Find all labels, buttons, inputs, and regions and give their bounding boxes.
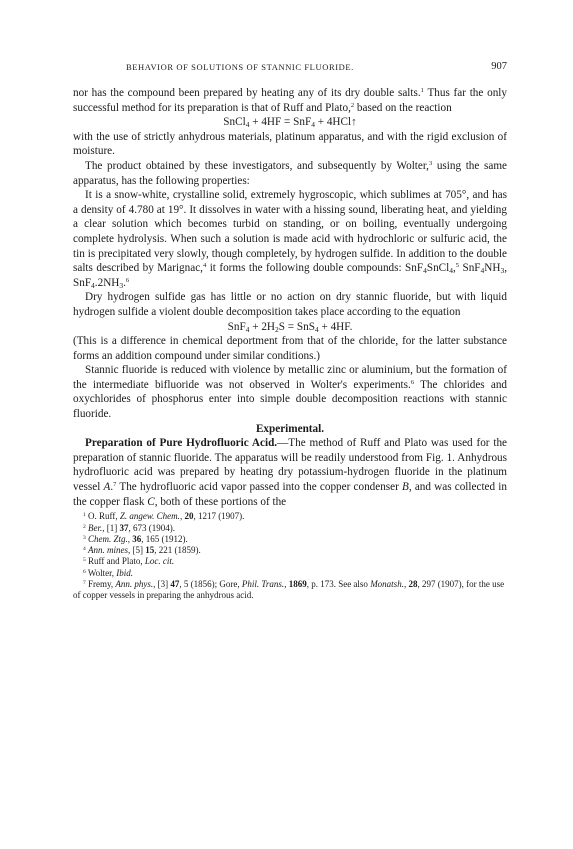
page-header <box>73 62 507 76</box>
footnote-2: $^2$ Ber., [1] 37, 673 (1904). <box>83 522 175 533</box>
paragraph-6: (This is a difference in chemical deportment from that of the chloride, for the latter substance forms an addition compound under similar conditions.) <box>73 335 507 362</box>
footnote-ref-7: 7 <box>113 481 117 489</box>
paragraph-4: It is a snow-white, crystalline solid, extremely hygroscopic, which sublimes at 705°, and has a density of 4.780 at 19°. It dissolves in water with a hissing sound, liberating heat, and yielding a clear solution which becomes turbid on standing, or on boiling, eventually undergoing complete hydrolysis. When such a solution is made acid with hydrochloric or sulfuric acid, the tin is precipitated very slowly, though completely, by hydrogen sulfide. In addition to the double salts described by Marignac,$^4$ it forms the following double compounds: SnF$_4$SnCl$_4$,$^5$ $SnF_4NH_3$, $SnF_4.2NH_3.^6$ <box>73 189 507 290</box>
paragraph-2: with the use of strictly anhydrous materials, platinum apparatus, and with the rigid exclusion of moisture. <box>73 130 507 158</box>
footnote-ref-5: 5 <box>455 262 460 270</box>
section-heading: Experimental. <box>255 422 325 435</box>
run-in-heading: Preparation of Pure Hydrofluoric Acid. <box>85 437 278 450</box>
paragraph-1: nor has the compound been prepared by heating any of its dry double salts.$^1$ Thus far the only successful method for its preparation is that of Ruff and Plato,$^2$ based on the reaction <box>73 87 507 114</box>
footnote-ref-4: 4 <box>202 262 207 270</box>
footnotes <box>73 511 507 601</box>
equation-2: $SnF_4 + 2H_2S = SnS_4 + 4HF$. <box>227 320 353 334</box>
page-number: 907 <box>491 61 507 72</box>
paragraph-3: The product obtained by these investigators, and subsequently by Wolter,$^3$ using the same apparatus, has the following properties: <box>73 159 507 187</box>
running-title: BEHAVIOR OF SOLUTIONS OF STANNIC FLUORIDE. <box>126 62 354 72</box>
paragraph-7: Stannic fluoride is reduced with violence by metallic zinc or aluminium, but the formation of the intermediate bifluoride was not observed in Wolter's experiments.$^6$ The chlorides and oxychlorides of phosphorus enter into simple double decomposition reactions with stannic fluoride. <box>73 364 508 421</box>
footnote-1: $^1$ O. Ruff, Z. angew. Chem., 20, 1217 (1907). <box>83 511 245 522</box>
footnote-ref-6: 6 <box>125 276 130 284</box>
footnote-3: $^3$ Chem. Ztg., 36, 165 (1912). <box>83 533 188 544</box>
footnote-4: $^4$ Ann. mines, [5] 15, 221 (1859). <box>83 545 201 556</box>
footnote-ref-2: 2 <box>350 101 355 109</box>
journal-page <box>73 62 507 602</box>
footnote-ref-6b: 6 <box>410 378 415 386</box>
paragraph-8: Preparation of Pure Hydrofluoric Acid.—The method of Ruff and Plato was used for the preparation of stannic fluoride. The apparatus will be readily understood from Fig. 1. Anhydrous hydrofluoric acid was prepared by heating dry potassium-hydrogen fluoride in the platinum vessel A.$^7$ The hydrofluoric acid vapor passed into the copper condenser B, and was collected in the copper flask C, both of these portions of the <box>73 437 508 508</box>
article-body <box>73 86 507 509</box>
footnote-5: $^5$ Ruff and Plato, Loc. cit. <box>83 556 175 567</box>
footnote-6: $^6$ Wolter, Ibid. <box>83 567 133 578</box>
footnote-7: $^7$ Fremy, Ann. phys., [3] 47, 5 (1856); Gore, Phil. Trans., 1869, p. 173. See also Monatsh., 28, 297 (1907), for the use of copper vessels in preparing the anhydrous acid. <box>73 579 505 601</box>
footnote-ref-3: 3 <box>428 159 433 167</box>
footnote-ref-1: 1 <box>420 87 424 94</box>
paragraph-5: Dry hydrogen sulfide gas has little or no action on dry stannic fluoride, but with liquid hydrogen sulfide a violent double decomposition takes place according to the equation <box>73 291 507 318</box>
equation-1: SnCl$_4$ + 4HF = SnF$_4$ + 4HCl↑ <box>223 116 357 130</box>
